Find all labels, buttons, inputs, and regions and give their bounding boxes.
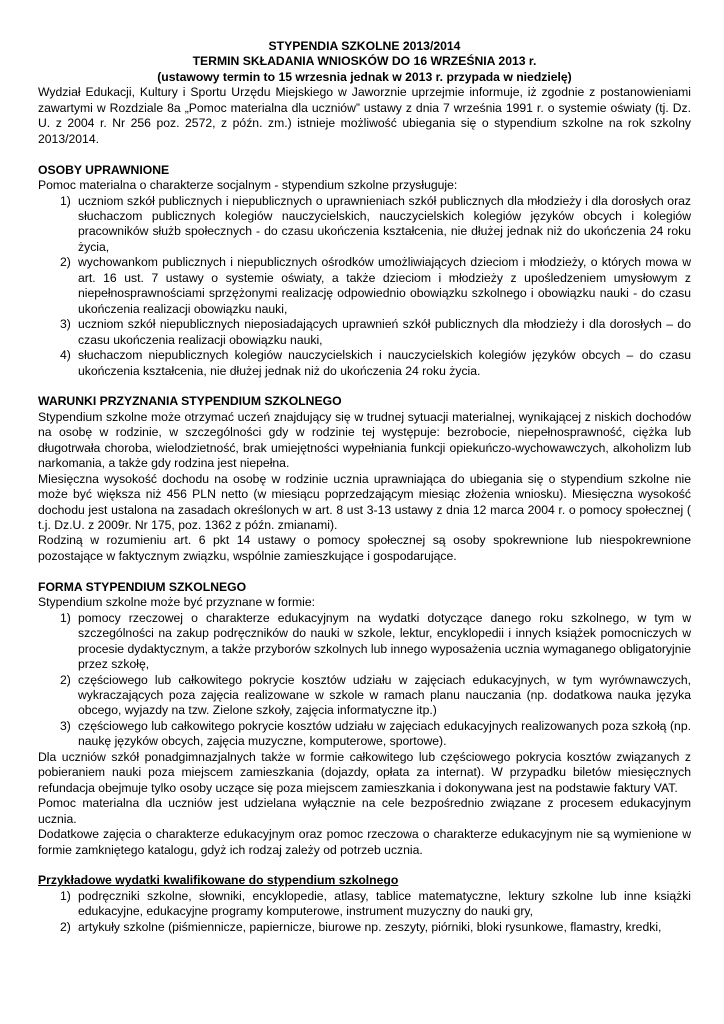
section-lead: Stypendium szkolne może być przyznane w formie: [38,595,316,610]
list-item-number: 1) [60,193,71,208]
list-item [38,719,691,750]
list-item-number: 2) [60,255,71,270]
title-line-1: STYPENDIA SZKOLNE 2013/2014 [268,39,461,53]
list-item [38,673,691,719]
eligibility-list [38,194,691,379]
document-title [38,39,691,85]
list-item-number: 1) [60,888,71,903]
list-item [38,920,691,935]
forms-paragraph-3: Dodatkowe zajęcia o charakterze edukacyjnym oraz pomoc rzeczowa o charakterze edukacyjnym nie są wymienione w formie zamkniętego katalogu, gdyż ich rodzaj zależy od potrzeb ucznia. [38,827,691,857]
title-line-2: TERMIN SKŁADANIA WNIOSKÓW DO 16 WRZEŚNIA 2013 r. [192,54,537,69]
conditions-paragraph-3: Rodziną w rozumieniu art. 6 pkt 14 ustawy o pomocy społecznej są osoby spokrewnione lub niespokrewnione pozostające w faktycznym związku, wspólnie zamieszkujące i gospodarujące. [38,533,691,563]
list-item-number: 2) [60,919,71,934]
list-item-text: artykuły szkolne (piśmiennicze, papiernicze, biurowe np. zeszyty, piórniki, bloki rysunkowe, flamastry, kredki, [78,919,662,934]
section-osoby-uprawnione [38,163,691,379]
list-item-text: pomocy rzeczowej o charakterze edukacyjnym na wydatki dotyczące danego roku szkolnego, w tym w szczególności na zakup podręczników do nauki w szkole, lektur, encyklopedii i innych książek pomocniczych w procesie dydaktycznym, a także przyborów szkolnych lub innego wyposażenia ucznia wymaganego obligatoryjnie przez szkołę, [78,610,691,672]
section-warunki-przyznania [38,394,691,564]
list-item [38,317,691,348]
spacer [38,858,691,873]
section-heading: Przykładowe wydatki kwalifikowane do stypendium szkolnego [38,873,399,888]
document-page [38,39,691,935]
list-item-number: 3) [60,317,71,332]
list-item-text: częściowego lub całkowitego pokrycie kosztów udziału w zajęciach edukacyjnych realizowanych poza szkołą (np. naukę języków obcych, zajęcia muzyczne, komputerowe, sportowe). [78,718,691,749]
section-forma-stypendium [38,580,691,858]
list-item-number: 4) [60,348,71,363]
section-przykladowe-wydatki [38,873,691,935]
spacer [38,379,691,394]
expenses-list [38,889,691,935]
spacer [38,147,691,162]
list-item [38,194,691,256]
title-line-3: (ustawowy termin to 15 wrzesnia jednak w 2013 r. przypada w niedzielę) [157,69,572,84]
list-item-text: słuchaczom niepublicznych kolegiów nauczycielskich i nauczycielskich kolegiów języków obcych – do czasu ukończenia kształcenia, nie dłużej jednak niż do ukończenia 24 roku życia. [78,348,691,378]
list-item-text: podręczniki szkolne, słowniki, encyklopedie, atlasy, tablice matematyczne, lektury szkolne lub inne książki edukacyjne, edukacyjne programy komputerowe, instrument muzyczny do nauki gry, [78,888,691,919]
list-item [38,889,691,920]
list-item [38,611,691,673]
spacer [38,564,691,579]
list-item [38,255,691,317]
section-heading: WARUNKI PRZYZNANIA STYPENDIUM SZKOLNEGO [38,394,342,409]
list-item-text: częściowego lub całkowitego pokrycie kosztów udziału w zajęciach edukacyjnych, w tym wyrównawczych, wykraczających poza zajęcia realizowane w szkole w ramach planu nauczania (np. dodatkowa nauka języka obcego, wyjazdy na tzw. Zielone szkoły, zajęcia informatyczne itp.) [78,672,691,718]
section-lead: Pomoc materialna o charakterze socjalnym - stypendium szkolne przysługuje: [38,178,458,193]
forms-paragraph-1: Dla uczniów szkół ponadgimnazjalnych także w formie całkowitego lub częściowego pokrycia kosztów związanych z pobieraniem nauki poza miejscem zamieszkania (dojazdy, opłata za internat). W przypadku biletów miesięcznych refundacja obejmuje tylko osoby uczące się poza miejscem zamieszkania i dokonywana jest na podstawie faktury VAT. [38,749,691,795]
list-item-number: 1) [60,610,71,625]
list-item-text: uczniom szkół publicznych i niepublicznych o uprawnieniach szkół publicznych dla młodzieży i dla dorosłych oraz słuchaczom publicznych kolegiów nauczycielskich, nauczycielskich kolegiów języków obcych i kolegiów pracowników służb społecznych - do czasu ukończenia kształcenia, nie dłużej jednak niż do ukończenia 24 roku życia, [78,193,691,254]
section-heading: FORMA STYPENDIUM SZKOLNEGO [38,579,247,594]
forms-paragraph-2: Pomoc materialna dla uczniów jest udzielana wyłącznie na cele bezpośrednio związane z procesem edukacyjnym ucznia. [38,796,691,826]
list-item-number: 3) [60,718,71,733]
list-item-number: 2) [60,672,71,687]
list-item [38,348,691,379]
list-item-text: uczniom szkół niepublicznych nieposiadających uprawnień szkół publicznych dla młodzieży i dla dorosłych – do czasu ukończenia realizacji obowiązku nauki, [78,317,691,347]
conditions-paragraph-2: Miesięczna wysokość dochodu na osobę w rodzinie ucznia uprawniająca do ubiegania się o stypendium szkolne nie może być większa niż 456 PLN netto (w miesiącu poprzedzającym miesiąc złożenia wniosku). Miesięczna wysokość dochodu jest ustalona na zasadach określonych w art. 8 ust 3-13 ustawy z dnia 12 marca 2004 r. o pomocy społecznej ( t.j. Dz.U. z 2009r. Nr 175, poz. 1362 z późn. zmianami). [38,471,691,533]
forms-list [38,611,691,750]
conditions-paragraph-1: Stypendium szkolne może otrzymać uczeń znajdujący się w trudnej sytuacji materialnej, wynikającej z niskich dochodów na osobę w rodzinie, w szczególności gdy w rodzinie tej występuje: bezrobocie, niepełnosprawność, ciężka lub długotrwała choroba, wielodzietność, brak umiejętności wypełniania funkcji opiekuńczo-wychowawczych, alkoholizm lub narkomania, a także gdy rodzina jest niepełna. [38,409,691,471]
section-heading: OSOBY UPRAWNIONE [38,162,170,177]
list-item-text: wychowankom publicznych i niepublicznych ośrodków umożliwiających dzieciom i młodzieży, o których mowa w art. 16 ust. 7 ustawy o systemie oświaty, a także dzieciom i młodzieży z upośledzeniem umysłowym z niepełnosprawnościami sprzężonymi realizację odpowiednio obowiązku szkolnego i obowiązku nauki - do czasu ukończenia realizacji obowiązku nauki, [78,255,691,316]
intro-paragraph: Wydział Edukacji, Kultury i Sportu Urzędu Miejskiego w Jaworznie uprzejmie informuje, iż zgodnie z postanowieniami zawartymi w Rozdziale 8a „Pomoc materialna dla uczniów” ustawy z dnia 7 września 1991 r. o systemie oświaty (tj. Dz. U. z 2004 r. Nr 256 poz. 2572, z późn. zm.) istnieje możliwość ubiegania się o stypendium szkolne na rok szkolny 2013/2014. [38,85,691,146]
